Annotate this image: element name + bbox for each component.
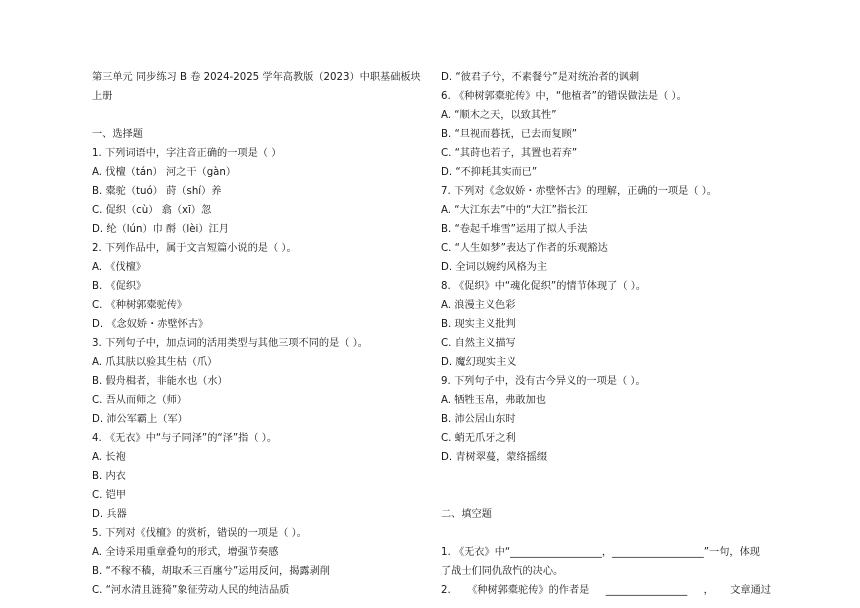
question-stem: 4. 《无衣》中“与子同泽”的“泽”指（ ）。 xyxy=(92,433,278,444)
option-d: D. 《念奴娇・赤壁怀古》 xyxy=(92,319,209,330)
option-b: B. 内衣 xyxy=(92,471,126,482)
option-a: A. 全诗采用重章叠句的形式，增强节奏感 xyxy=(92,547,279,558)
question-2 xyxy=(92,239,422,334)
option-c: C. “河水清且涟猗”象征劳动人民的纯洁品质 xyxy=(92,585,290,596)
option-d: D. “彼君子兮，不素餐兮”是对统治者的讽刺 xyxy=(441,72,640,83)
option-b: B. “不稼不穑，胡取禾三百廛兮”运用反问，揭露剥削 xyxy=(92,566,330,577)
option-b: B. “旦视而暮抚，已去而复顾” xyxy=(441,129,578,140)
fill-blank: ________________ xyxy=(605,585,688,596)
question-5 xyxy=(92,524,422,600)
option-b: B. 沛公居山东时 xyxy=(441,414,516,425)
option-d: D. 全词以婉约风格为主 xyxy=(441,262,548,273)
option-d: D. “不抑耗其实而已” xyxy=(441,167,538,178)
section-heading-choice: 一、选择题 xyxy=(92,129,143,140)
option-a: A. “顺木之天，以致其性” xyxy=(441,110,557,121)
question-7 xyxy=(441,182,771,277)
fill-text-end: 文章通过 xyxy=(730,585,771,596)
option-a: A. 牺牲玉帛，弗敢加也 xyxy=(441,395,546,406)
option-a: A. 伐檀（tán） 河之干（gàn） xyxy=(92,167,237,178)
option-c: C. 吾从而师之（师） xyxy=(92,395,188,406)
question-stem: 5. 下列对《伐檀》的赏析，错误的一项是（ ）。 xyxy=(92,528,307,539)
question-stem: 2. 下列作品中，属于文言短篇小说的是（ ）。 xyxy=(92,243,297,254)
question-1 xyxy=(92,144,422,239)
question-9 xyxy=(441,372,771,467)
option-d: D. 纶（lún）巾 酹（lèi）江月 xyxy=(92,224,229,235)
option-c: C. 自然主义描写 xyxy=(441,338,516,349)
option-c: C. “其莳也若子，其置也若弃” xyxy=(441,148,578,159)
option-b: B. 橐驼（tuó） 莳（shí）养 xyxy=(92,186,222,197)
option-a: A. 浪漫主义色彩 xyxy=(441,300,516,311)
section-heading-fill: 二、填空题 xyxy=(441,509,492,520)
option-a: A. 爪其肤以验其生枯（爪） xyxy=(92,357,218,368)
question-stem: 1. 下列词语中，字注音正确的一项是（ ） xyxy=(92,148,282,159)
option-a: A. 长袍 xyxy=(92,452,126,463)
fill-line-1: 1. 《无衣》中“__________________，__________________”一句，体现 xyxy=(441,547,760,558)
fill-question-2 xyxy=(441,581,771,600)
fill-question-1 xyxy=(441,543,771,581)
question-stem: 6. 《种树郭橐驼传》中，“他植者”的错误做法是（ ）。 xyxy=(441,91,687,102)
question-stem: 9. 下列句子中，没有古今异义的一项是（ ）。 xyxy=(441,376,646,387)
question-stem: 7. 下列对《念奴娇・赤壁怀古》的理解，正确的一项是（ ）。 xyxy=(441,186,717,197)
fill-line-2: 了战士们同仇敌忾的决心。 xyxy=(441,566,564,577)
option-b: B. 假舟楫者，非能水也（水） xyxy=(92,376,228,387)
left-column xyxy=(92,68,422,600)
option-b: B. 《促织》 xyxy=(92,281,147,292)
option-a: A. “大江东去”中的“大江”指长江 xyxy=(441,205,588,216)
option-b: B. “卷起千堆雪”运用了拟人手法 xyxy=(441,224,588,235)
option-b: B. 现实主义批判 xyxy=(441,319,516,330)
option-c: C. 蛸无爪牙之利 xyxy=(441,433,516,444)
fill-text: 《种树郭橐驼传》的作者是 xyxy=(467,585,590,596)
option-c: C. 促织（cù） 翕（xī）忽 xyxy=(92,205,212,216)
right-column xyxy=(441,68,771,600)
fill-comma: ， xyxy=(703,585,714,596)
option-a: A. 《伐檀》 xyxy=(92,262,147,273)
question-6 xyxy=(441,87,771,182)
option-c: C. “人生如梦”表达了作者的乐观豁达 xyxy=(441,243,608,254)
option-c: C. 《种树郭橐驼传》 xyxy=(92,300,188,311)
option-d: D. 沛公军霸上（军） xyxy=(92,414,188,425)
fill-number: 2. xyxy=(441,585,451,596)
option-c: C. 铠甲 xyxy=(92,490,126,501)
question-4 xyxy=(92,429,422,524)
question-3 xyxy=(92,334,422,429)
option-d: D. 兵器 xyxy=(92,509,127,520)
document-title: 第三单元 同步练习 B 卷 2024-2025 学年高教版（2023）中职基础板块上册 xyxy=(92,72,421,102)
question-8 xyxy=(441,277,771,372)
question-stem: 8. 《促织》中“魂化促织”的情节体现了（ ）。 xyxy=(441,281,647,292)
option-d: D. 魔幻现实主义 xyxy=(441,357,517,368)
option-d: D. 青树翠蔓，蒙络摇缀 xyxy=(441,452,548,463)
question-stem: 3. 下列句子中，加点词的活用类型与其他三项不同的是（ ）。 xyxy=(92,338,368,349)
